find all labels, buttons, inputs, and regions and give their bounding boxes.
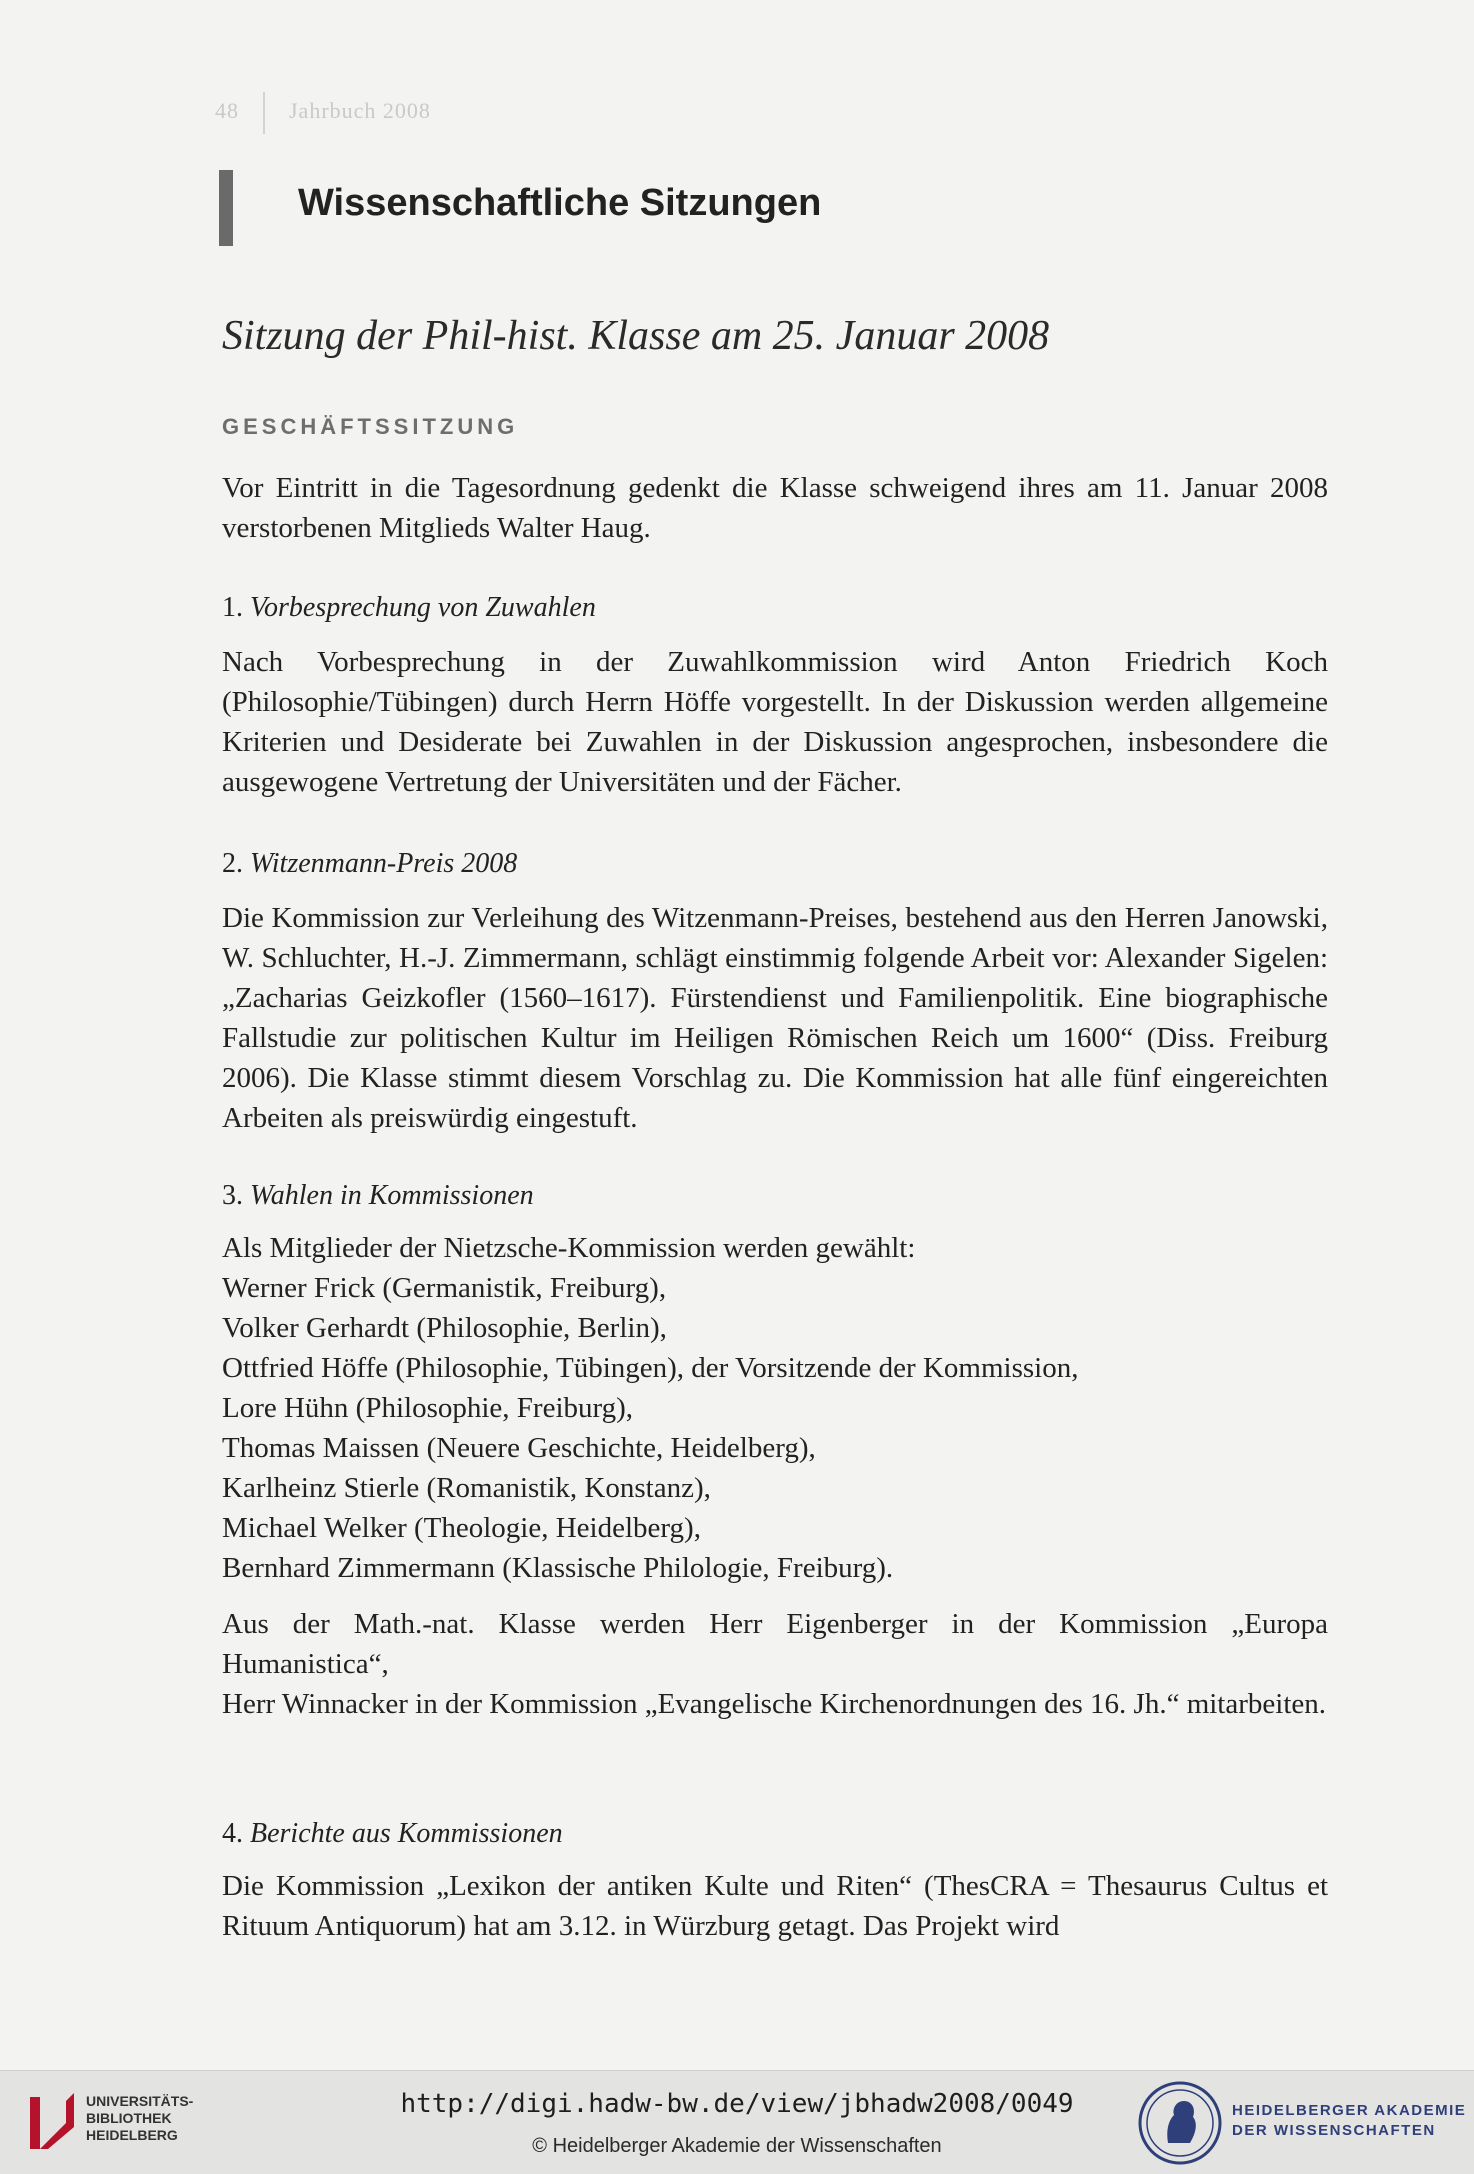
- item-4-number: 4.: [222, 1818, 243, 1849]
- section-marker-bar: [219, 170, 233, 246]
- academy-line: HEIDELBERGER AKADEMIE: [1232, 2102, 1467, 2119]
- commission-members: [222, 1228, 1078, 1588]
- intro-paragraph: Vor Eintritt in die Tagesordnung gedenkt die Klasse schweigend ihres am 11. Januar 2008 verstorbenen Mitglieds Walter Haug.: [222, 472, 1328, 544]
- member-line: Werner Frick (Germanistik, Freiburg),: [222, 1272, 667, 1304]
- academy-seal-icon: [1138, 2081, 1222, 2165]
- session-title: Sitzung der Phil-hist. Klasse am 25. Januar 2008: [222, 313, 1050, 359]
- item-3-number: 3.: [222, 1180, 243, 1211]
- item-2-number: 2.: [222, 848, 243, 879]
- permalink-url[interactable]: http://digi.hadw-bw.de/view/jbhadw2008/0049: [400, 2089, 1074, 2119]
- academy-name: [1232, 2101, 1466, 2141]
- math-nat-paragraph-1: Aus der Math.-nat. Klasse werden Herr Eigenberger in der Kommission „Europa Humanistica“,: [222, 1608, 1328, 1680]
- academy-line: DER WISSENSCHAFTEN: [1232, 2122, 1436, 2139]
- business-session-heading: GESCHÄFTSSITZUNG: [222, 414, 519, 439]
- member-line: Karlheinz Stierle (Romanistik, Konstanz),: [222, 1472, 711, 1504]
- item-2-title: Witzenmann-Preis 2008: [250, 848, 518, 879]
- item-2-heading: [222, 848, 517, 880]
- item-1-heading: [222, 592, 596, 624]
- math-nat-paragraph-2: Herr Winnacker in der Kommission „Evangelische Kirchenordnungen des 16. Jh.“ mitarbeiten.: [222, 1688, 1326, 1720]
- item-1-number: 1.: [222, 592, 243, 623]
- item-3-heading: [222, 1180, 534, 1212]
- yearbook-label: Jahrbuch 2008: [289, 98, 431, 124]
- section-title: Wissenschaftliche Sitzungen: [298, 182, 822, 224]
- member-line: Thomas Maissen (Neuere Geschichte, Heidelberg),: [222, 1432, 816, 1464]
- member-line: Bernhard Zimmermann (Klassische Philologie, Freiburg).: [222, 1552, 894, 1584]
- library-line: BIBLIOTHEK: [86, 2110, 172, 2126]
- library-line: UNIVERSITÄTS-: [86, 2093, 194, 2109]
- digitization-footer: [0, 2070, 1474, 2174]
- commission-intro: Als Mitglieder der Nietzsche-Kommission werden gewählt:: [222, 1232, 916, 1264]
- page-number: 48: [215, 98, 239, 124]
- item-4-heading: [222, 1818, 563, 1850]
- item-3-title: Wahlen in Kommissionen: [250, 1180, 534, 1211]
- member-line: Michael Welker (Theologie, Heidelberg),: [222, 1512, 701, 1544]
- library-line: HEIDELBERG: [86, 2127, 178, 2143]
- member-line: Lore Hühn (Philosophie, Freiburg),: [222, 1392, 634, 1424]
- running-head: [215, 92, 431, 134]
- item-1-title: Vorbesprechung von Zuwahlen: [250, 592, 596, 623]
- copyright-notice: © Heidelberger Akademie der Wissenschaften: [532, 2135, 942, 2157]
- item-1-paragraph: Nach Vorbesprechung in der Zuwahlkommission wird Anton Friedrich Koch (Philosophie/Tübingen) durch Herrn Höffe vorgestellt. In der Diskussion werden allgemeine Kriterien und Desiderate bei Zuwahlen in der Diskussion angesprochen, insbesondere die ausgewogene Vertretung der Universitäten und der Fächer.: [222, 646, 1328, 798]
- running-head-divider: [263, 92, 265, 134]
- item-2-paragraph: Die Kommission zur Verleihung des Witzenmann-Preises, bestehend aus den Herren Janowski, W. Schluchter, H.-J. Zimmermann, schlägt einstimmig folgende Arbeit vor: Alexander Sigelen: „Zacharias Geizkofler (1560–1617). Fürstendienst und Familienpolitik. Eine biographische Fallstudie zur politischen Kultur im Heiligen Römischen Reich um 1600“ (Diss. Freiburg 2006). Die Klasse stimmt diesem Vorschlag zu. Die Kommission hat alle fünf eingereichten Arbeiten als preiswürdig eingestuft.: [222, 902, 1328, 1134]
- item-4-title: Berichte aus Kommissionen: [250, 1818, 563, 1849]
- member-line: Ottfried Höffe (Philosophie, Tübingen), der Vorsitzende der Kommission,: [222, 1352, 1079, 1384]
- item-4-paragraph: Die Kommission „Lexikon der antiken Kulte und Riten“ (ThesCRA = Thesaurus Cultus et Rituum Antiquorum) hat am 3.12. in Würzburg getagt. Das Projekt wird: [222, 1870, 1328, 1942]
- member-line: Volker Gerhardt (Philosophie, Berlin),: [222, 1312, 667, 1344]
